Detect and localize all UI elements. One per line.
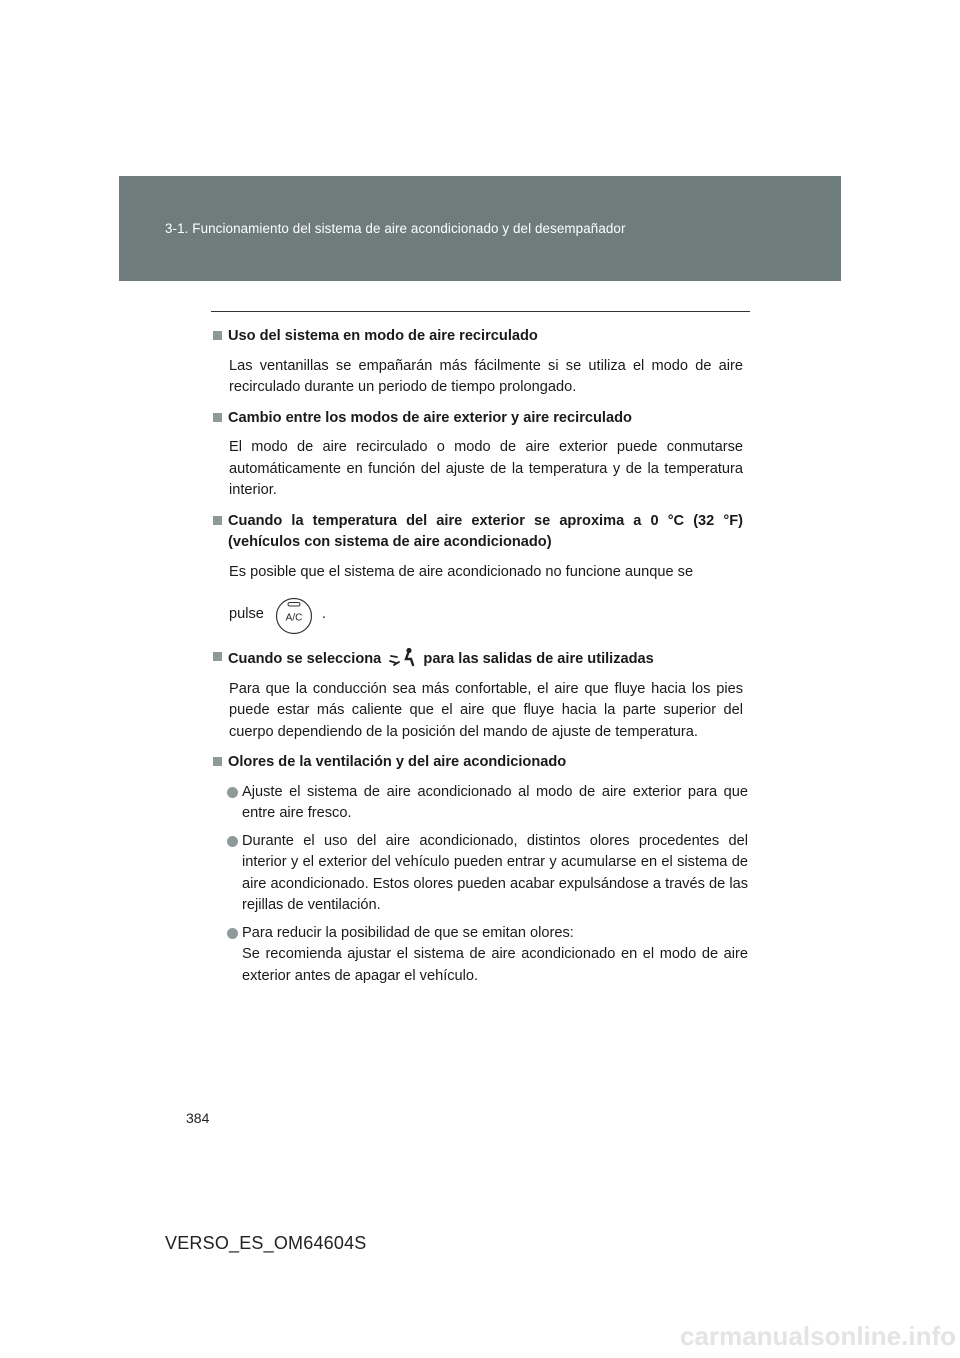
document-code: VERSO_ES_OM64604S bbox=[165, 1233, 367, 1253]
circle-bullet-icon bbox=[227, 787, 238, 798]
pulse-end: . bbox=[321, 606, 326, 623]
page-number: 384 bbox=[186, 1110, 210, 1126]
section-mode-switch bbox=[212, 408, 743, 502]
section-low-temperature bbox=[212, 511, 743, 636]
section-text: Para que la conducción sea más confortable, el aire que fluye hacia los pies puede estar más caliente que el aire que fluye hacia la parte superior del cuerpo dependiendo de la posición del mando de ajuste de temperatura. bbox=[229, 680, 743, 740]
header-divider bbox=[211, 311, 750, 312]
section-heading: Cambio entre los modos de aire exterior y aire recirculado bbox=[212, 408, 743, 430]
square-bullet-icon bbox=[213, 331, 222, 340]
section-heading: Cuando se selecciona para las salidas de aire utilizadas bbox=[212, 647, 743, 671]
section-text: Las ventanillas se empañarán más fácilmente si se utiliza el modo de aire recirculado durante un periodo de tiempo prolongado. bbox=[229, 357, 743, 395]
square-bullet-icon bbox=[213, 757, 222, 766]
section-text: El modo de aire recirculado o modo de aire exterior puede conmutarse automáticamente en función del ajuste de la temperatura y de la temperatura interior. bbox=[229, 439, 743, 498]
section-text: Es posible que el sistema de aire acondicionado no funcione aunque se bbox=[229, 563, 694, 580]
section-title: 3-1. Funcionamiento del sistema de aire acondicionado y del desempañador bbox=[165, 221, 626, 236]
ac-button-icon bbox=[274, 595, 314, 635]
pulse-word: pulse bbox=[229, 606, 264, 623]
watermark: carmanualsonline.info bbox=[680, 1321, 956, 1351]
section-heading: Olores de la ventilación y del aire acondicionado bbox=[212, 752, 743, 774]
section-header-band bbox=[119, 176, 841, 281]
section-odors bbox=[212, 752, 748, 987]
square-bullet-icon bbox=[213, 516, 222, 525]
section-foot-vent bbox=[212, 647, 743, 743]
ac-button-label: A/C bbox=[285, 612, 303, 624]
foot-vent-icon bbox=[387, 647, 417, 667]
square-bullet-icon bbox=[213, 652, 222, 661]
circle-bullet-icon bbox=[227, 928, 238, 939]
square-bullet-icon bbox=[213, 413, 222, 422]
page-content bbox=[212, 326, 748, 996]
pulse-line bbox=[212, 595, 743, 635]
section-recirculated-mode bbox=[212, 326, 743, 399]
list-item: Para reducir la posibilidad de que se emitan olores: Se recomienda ajustar el sistema de aire acondicionado en el modo de aire exterior antes de apagar el vehículo. bbox=[212, 923, 748, 988]
section-heading: Cuando la temperatura del aire exterior se aproxima a 0 °C (32 °F) (vehículos con sistema de aire acondicionado) bbox=[212, 511, 743, 554]
list-item: Durante el uso del aire acondicionado, distintos olores procedentes del interior y el exterior del vehículo pueden entrar y acumularse en el sistema de aire acondicionado. Estos olores pueden acabar expulsándose a través de las rejillas de ventilación. bbox=[212, 831, 748, 917]
section-heading: Uso del sistema en modo de aire recirculado bbox=[212, 326, 743, 348]
circle-bullet-icon bbox=[227, 836, 238, 847]
list-item: Ajuste el sistema de aire acondicionado al modo de aire exterior para que entre aire fresco. bbox=[212, 782, 748, 825]
